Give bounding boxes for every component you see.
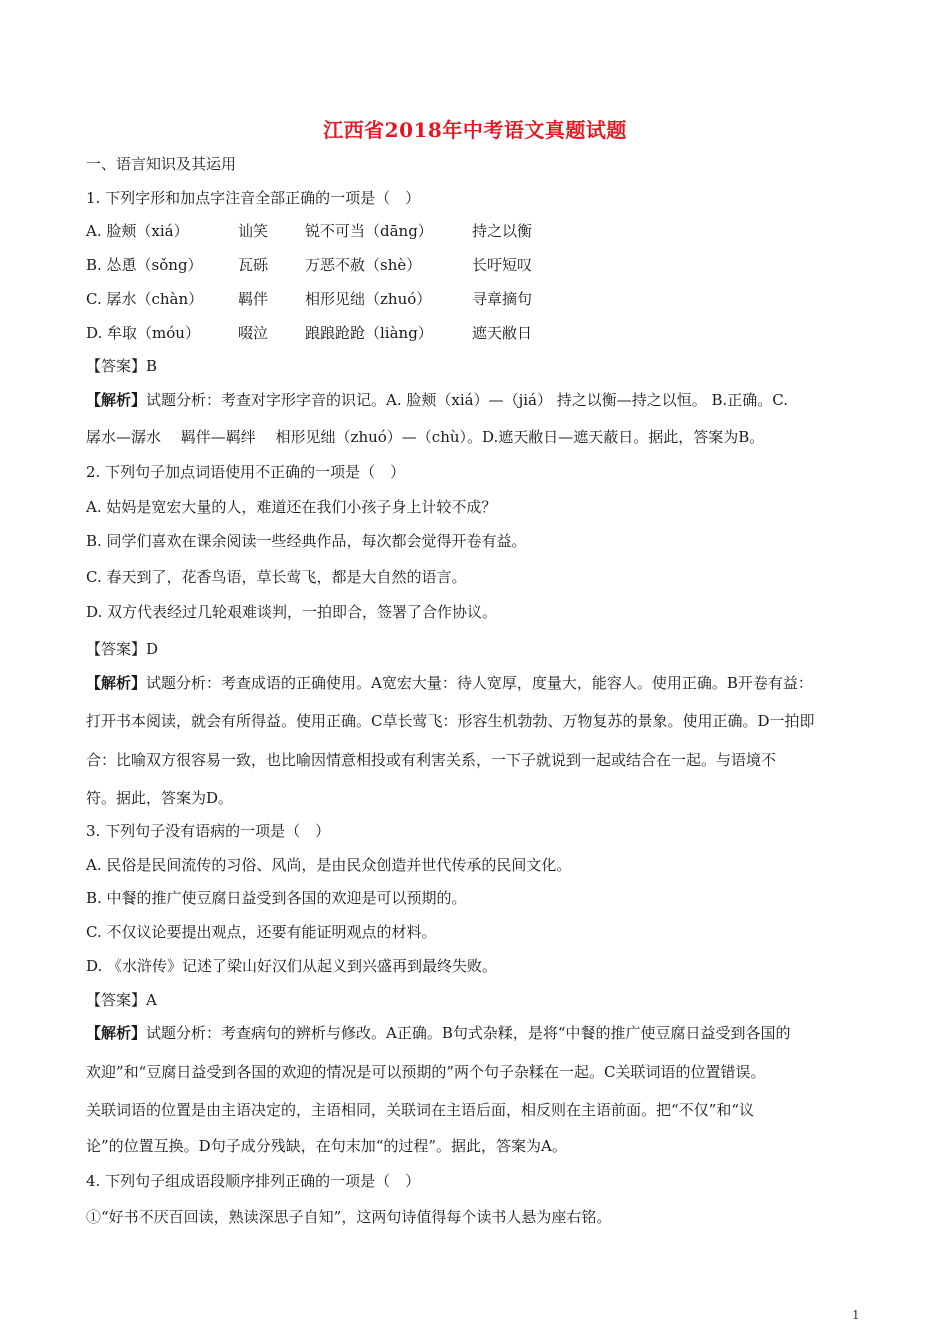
q1-option-a-item: 锐不可当（dāng） — [305, 222, 433, 240]
q2-option-c: C. 春天到了，花香鸟语，草长莺飞，都是大自然的语言。 — [86, 568, 467, 586]
q1-option-c-item: C. 孱水（chàn） — [86, 290, 204, 308]
q1-option-a-item: 讪笑 — [238, 222, 269, 240]
section-heading: 一、语言知识及其运用 — [86, 155, 237, 173]
q3-analysis-line: 关联词语的位置是由主语决定的，主语相同，关联词在主语后面，相反则在主语前面。把“不仅”和“议 — [86, 1101, 755, 1119]
q1-option-c-item: 相形见绌（zhuó） — [305, 290, 432, 308]
analysis-tag: 【解析】 — [86, 391, 147, 409]
q1-analysis-line: 孱水—潺水 羁伴—羁绊 相形见绌（zhuó）—（chù）。D.遮天敝日—遮天蔽日。据此，答案为B。 — [86, 428, 765, 446]
q4-item-1: ①“好书不厌百回读，熟读深思子自知”，这两句诗值得每个读书人悬为座右铭。 — [86, 1208, 612, 1226]
q1-option-c-item: 寻章摘句 — [472, 290, 533, 308]
q3-option-b: B. 中餐的推广使豆腐日益受到各国的欢迎是可以预期的。 — [86, 889, 467, 907]
q2-option-b: B. 同学们喜欢在课余阅读一些经典作品，每次都会觉得开卷有益。 — [86, 532, 527, 550]
analysis-tag: 【解析】 — [86, 674, 147, 692]
q2-answer — [86, 639, 158, 659]
question-3-stem: 3. 下列句子没有语病的一项是（ ） — [86, 822, 331, 840]
answer-value: D — [146, 640, 159, 658]
q1-option-d-item: 啜泣 — [238, 324, 269, 342]
q3-analysis-line — [86, 1023, 791, 1043]
q1-option-a-item: 持之以衡 — [472, 222, 533, 240]
q2-option-d: D. 双方代表经过几轮艰难谈判，一拍即合，签署了合作协议。 — [86, 603, 498, 621]
q1-option-c-item: 羁伴 — [238, 290, 269, 308]
q3-option-c: C. 不仅议论要提出观点，还要有能证明观点的材料。 — [86, 923, 437, 941]
question-2-stem: 2. 下列句子加点词语使用不正确的一项是（ ） — [86, 463, 406, 481]
question-4-stem: 4. 下列句子组成语段顺序排列正确的一项是（ ） — [86, 1172, 421, 1190]
analysis-text: 试题分析：考查病句的辨析与修改。A正确。B句式杂糅，是将“中餐的推广使豆腐日益受到各国的 — [146, 1024, 791, 1042]
q2-analysis-line: 符。据此，答案为D。 — [86, 789, 234, 807]
q2-analysis-line: 打开书本阅读，就会有所得益。使用正确。C草长莺飞：形容生机勃勃、万物复苏的景象。使用正确。D一拍即 — [86, 712, 815, 730]
page-number: 1 — [852, 1308, 860, 1322]
answer-tag: 【答案】 — [86, 640, 147, 658]
q1-option-d-item: 踉踉跄跄（liàng） — [305, 324, 433, 342]
q3-analysis-line: 欢迎”和“豆腐日益受到各国的欢迎的情况是可以预期的”两个句子杂糅在一起。C关联词语的位置错误。 — [86, 1063, 766, 1081]
document-title: 江西省2018年中考语文真题试题 — [323, 118, 627, 142]
question-1-stem: 1. 下列字形和加点字注音全部正确的一项是（ ） — [86, 189, 421, 207]
answer-tag: 【答案】 — [86, 991, 147, 1009]
q1-option-b-item: 瓦砾 — [238, 256, 269, 274]
answer-value: B — [146, 357, 158, 375]
q1-answer — [86, 356, 157, 376]
q2-analysis-line — [86, 673, 813, 693]
q3-answer — [86, 990, 157, 1010]
q1-option-d-item: 遮天敝日 — [472, 324, 533, 342]
answer-tag: 【答案】 — [86, 357, 147, 375]
analysis-tag: 【解析】 — [86, 1024, 147, 1042]
q1-option-b-item: 万恶不赦（shè） — [305, 256, 422, 274]
q2-analysis-line: 合：比喻双方很容易一致，也比喻因情意相投或有利害关系，一下子就说到一起或结合在一起。与语境不 — [86, 751, 777, 769]
q1-option-d-item: D. 牟取（móu） — [86, 324, 200, 342]
q1-option-b-item: B. 怂恿（sǒng） — [86, 256, 203, 274]
q3-option-a: A. 民俗是民间流传的习俗、风尚，是由民众创造并世代传承的民间文化。 — [86, 856, 572, 874]
q1-option-b-item: 长吁短叹 — [472, 256, 533, 274]
analysis-text: 试题分析：考查对字形字音的识记。A. 脸颊（xiá）—（jiá） 持之以衡—持之以恒。 B.正确。C. — [146, 391, 789, 409]
q3-option-d: D. 《水浒传》记述了梁山好汉们从起义到兴盛再到最终失败。 — [86, 957, 498, 975]
answer-value: A — [146, 991, 157, 1009]
q2-option-a: A. 姑妈是宽宏大量的人，难道还在我们小孩子身上计较不成？ — [86, 498, 497, 516]
analysis-text: 试题分析：考查成语的正确使用。A宽宏大量：待人宽厚，度量大，能容人。使用正确。B开卷有益： — [146, 674, 813, 692]
q1-analysis-line — [86, 390, 788, 410]
q3-analysis-line: 论”的位置互换。D句子成分残缺，在句末加“的过程”。据此，答案为A。 — [86, 1137, 567, 1155]
q1-option-a-item: A. 脸颊（xiá） — [86, 222, 189, 240]
